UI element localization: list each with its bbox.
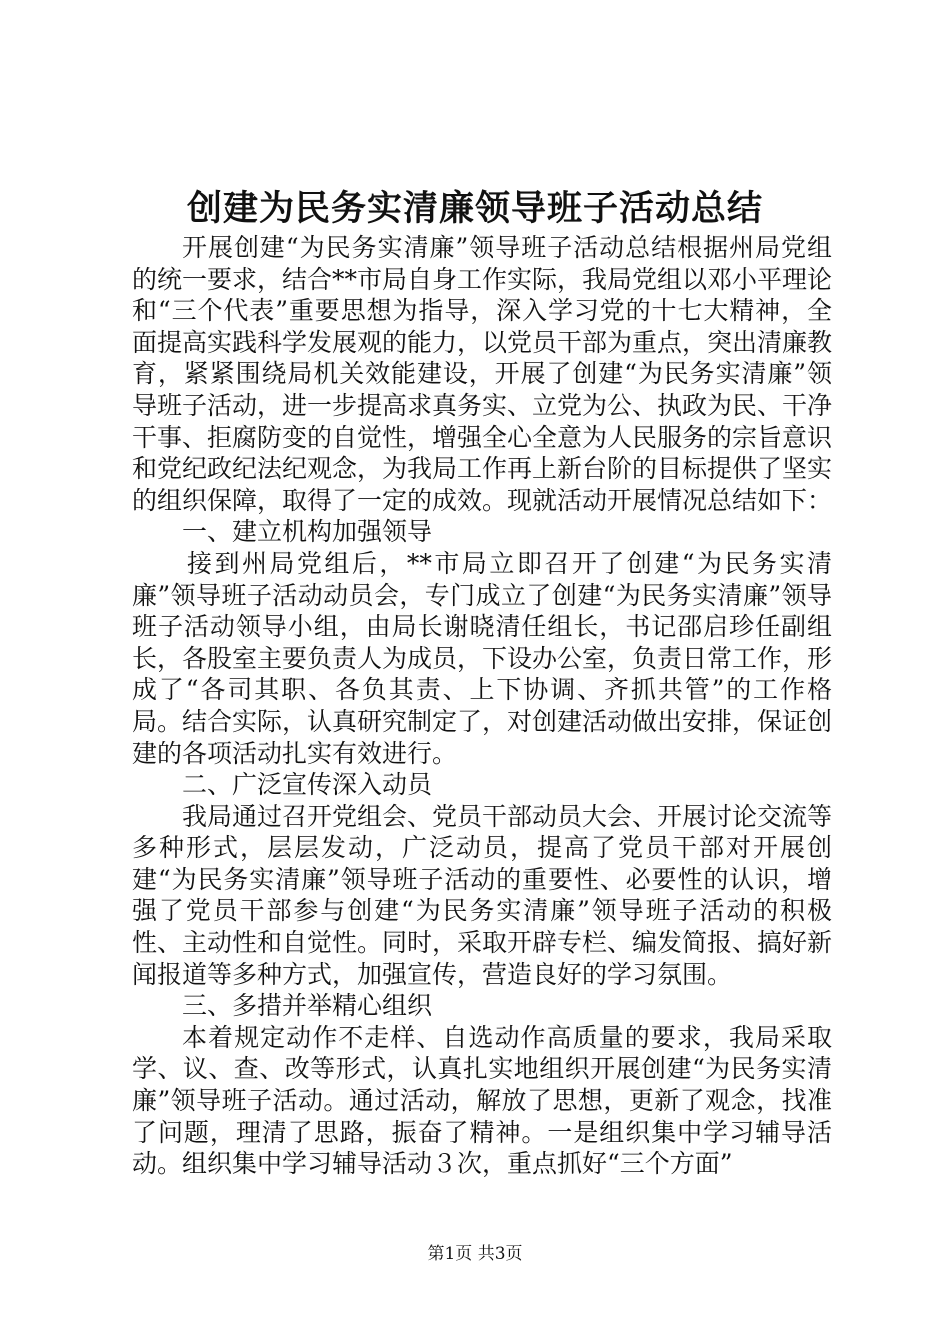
paragraph-section-1: 接到州局党组后，**市局立即召开了创建“为民务实清廉”领导班子活动动员会，专门成立了创建“为民务实清廉”领导班子活动领导小组，由局长谢晓清任组长，书记邵启珍任副组长，各股室主要负责人为成员，下设办公室，负责日常工作，形成了“各司其职、各负其责、上下协调、齐抓共管”的工作格局。结合实际，认真研究制定了，对创建活动做出安排，保证创建的各项活动扎实有效进行。 <box>132 548 833 768</box>
document-title: 创建为民务实清廉领导班子活动总结 <box>186 188 763 229</box>
section-heading-3: 三、多措并举精心组织 <box>182 991 433 1021</box>
section-heading-2: 二、广泛宣传深入动员 <box>182 770 433 800</box>
paragraph-intro: 开展创建“为民务实清廉”领导班子活动总结根据州局党组的统一要求，结合**市局自身工作实际，我局党组以邓小平理论和“三个代表”重要思想为指导，深入学习党的十七大精神，全面提高实践科学发展观的能力，以党员干部为重点，突出清廉教育，紧紧围绕局机关效能建设，开展了创建“为民务实清廉”领导班子活动，进一步提高求真务实、立党为公、执政为民、干净干事、拒腐防变的自觉性，增强全心全意为人民服务的宗旨意识和党纪政纪法纪观念，为我局工作再上新台阶的目标提供了坚实的组织保障，取得了一定的成效。现就活动开展情况总结如下： <box>132 233 833 515</box>
page-number-footer: 第1页 共3页 <box>427 1244 523 1264</box>
document-body <box>132 232 832 1180</box>
paragraph-section-3: 本着规定动作不走样、自选动作高质量的要求，我局采取学、议、查、改等形式，认真扎实地组织开展创建“为民务实清廉”领导班子活动。通过活动，解放了思想，更新了观念，找准了问题，理清了思路，振奋了精神。一是组织集中学习辅导活动。组织集中学习辅导活动３次，重点抓好“三个方面” <box>132 1022 832 1179</box>
section-heading-1: 一、建立机构加强领导 <box>182 517 433 547</box>
paragraph-section-2: 我局通过召开党组会、党员干部动员大会、开展讨论交流等多种形式，层层发动，广泛动员，提高了党员干部对开展创建“为民务实清廉”领导班子活动的重要性、必要性的认识，增强了党员干部参与创建“为民务实清廉”领导班子活动的积极性、主动性和自觉性。同时，采取开辟专栏、编发简报、搞好新闻报道等多种方式，加强宣传，营造良好的学习氛围。 <box>132 801 833 989</box>
